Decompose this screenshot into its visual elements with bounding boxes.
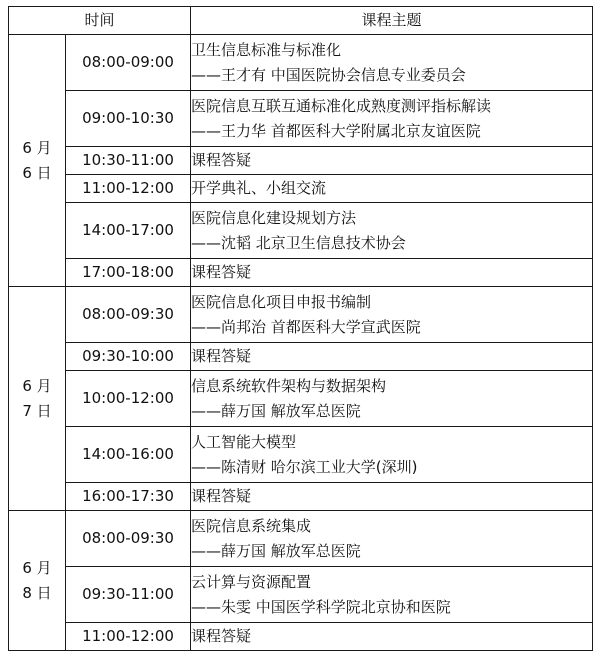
time-cell: 09:30-11:00 bbox=[66, 567, 191, 623]
table-row bbox=[9, 259, 593, 287]
topic-cell bbox=[191, 175, 593, 203]
topic-cell bbox=[191, 483, 593, 511]
header-row bbox=[9, 7, 593, 35]
topic-cell bbox=[191, 343, 593, 371]
topic-cell bbox=[191, 511, 593, 567]
topic-cell bbox=[191, 91, 593, 147]
table-row bbox=[9, 175, 593, 203]
table-row bbox=[9, 371, 593, 427]
topic-title: 医院信息互联互通标准化成熟度测评指标解读 bbox=[191, 96, 492, 115]
topic-speaker: ——沈韬 北京卫生信息技术协会 bbox=[191, 233, 406, 252]
table-row bbox=[9, 35, 593, 91]
table-row bbox=[9, 287, 593, 343]
day-date: 8 日 bbox=[22, 583, 52, 602]
topic-speaker: ——朱雯 中国医学科学院北京协和医院 bbox=[191, 597, 451, 616]
topic-title: 医院信息化项目申报书编制 bbox=[191, 292, 372, 311]
topic-title: 信息系统软件架构与数据架构 bbox=[191, 376, 387, 395]
day-month: 6 月 bbox=[22, 558, 52, 577]
topic-speaker: ——陈清财 哈尔滨工业大学(深圳) bbox=[191, 457, 418, 476]
time-cell: 16:00-17:30 bbox=[66, 483, 191, 511]
topic-title: 云计算与资源配置 bbox=[191, 572, 312, 591]
course-schedule-table bbox=[8, 6, 593, 651]
time-cell: 14:00-17:00 bbox=[66, 203, 191, 259]
time-cell: 09:30-10:00 bbox=[66, 343, 191, 371]
topic-cell bbox=[191, 427, 593, 483]
time-cell: 08:00-09:30 bbox=[66, 287, 191, 343]
topic-title: 课程答疑 bbox=[191, 627, 252, 645]
time-cell: 17:00-18:00 bbox=[66, 259, 191, 287]
table-row bbox=[9, 427, 593, 483]
topic-speaker: ——尚邦治 首都医科大学宣武医院 bbox=[191, 317, 421, 336]
table-row bbox=[9, 203, 593, 259]
day-date: 7 日 bbox=[22, 401, 52, 420]
topic-speaker: ——王力华 首都医科大学附属北京友谊医院 bbox=[191, 121, 481, 140]
table-row bbox=[9, 147, 593, 175]
topic-title: 医院信息系统集成 bbox=[191, 516, 312, 535]
table-row bbox=[9, 91, 593, 147]
table-row bbox=[9, 623, 593, 651]
time-cell: 08:00-09:30 bbox=[66, 511, 191, 567]
time-cell: 14:00-16:00 bbox=[66, 427, 191, 483]
time-cell: 11:00-12:00 bbox=[66, 175, 191, 203]
day-cell bbox=[9, 511, 66, 651]
topic-cell bbox=[191, 371, 593, 427]
topic-cell bbox=[191, 259, 593, 287]
topic-title: 课程答疑 bbox=[191, 347, 252, 365]
day-date: 6 日 bbox=[22, 163, 52, 182]
topic-cell bbox=[191, 623, 593, 651]
topic-cell bbox=[191, 147, 593, 175]
schedule-body bbox=[9, 35, 593, 651]
topic-title: 医院信息化建设规划方法 bbox=[191, 208, 357, 227]
day-cell bbox=[9, 287, 66, 511]
topic-cell bbox=[191, 287, 593, 343]
topic-speaker: ——王才有 中国医院协会信息专业委员会 bbox=[191, 65, 466, 84]
topic-title: 开学典礼、小组交流 bbox=[191, 179, 327, 197]
time-cell: 09:00-10:30 bbox=[66, 91, 191, 147]
table-row bbox=[9, 483, 593, 511]
day-month: 6 月 bbox=[22, 376, 52, 395]
topic-cell bbox=[191, 203, 593, 259]
time-cell: 11:00-12:00 bbox=[66, 623, 191, 651]
header-time: 时间 bbox=[9, 7, 191, 35]
header-topic: 课程主题 bbox=[191, 7, 593, 35]
topic-title: 课程答疑 bbox=[191, 151, 252, 169]
topic-cell bbox=[191, 567, 593, 623]
time-cell: 10:30-11:00 bbox=[66, 147, 191, 175]
table-row bbox=[9, 567, 593, 623]
table-row bbox=[9, 511, 593, 567]
topic-speaker: ——薛万国 解放军总医院 bbox=[191, 401, 361, 420]
day-cell bbox=[9, 35, 66, 287]
topic-speaker: ——薛万国 解放军总医院 bbox=[191, 541, 361, 560]
table-row bbox=[9, 343, 593, 371]
topic-title: 人工智能大模型 bbox=[191, 432, 297, 451]
topic-cell bbox=[191, 35, 593, 91]
topic-title: 卫生信息标准与标准化 bbox=[191, 40, 342, 59]
time-cell: 10:00-12:00 bbox=[66, 371, 191, 427]
day-month: 6 月 bbox=[22, 138, 52, 157]
time-cell: 08:00-09:00 bbox=[66, 35, 191, 91]
topic-title: 课程答疑 bbox=[191, 487, 252, 505]
topic-title: 课程答疑 bbox=[191, 263, 252, 281]
